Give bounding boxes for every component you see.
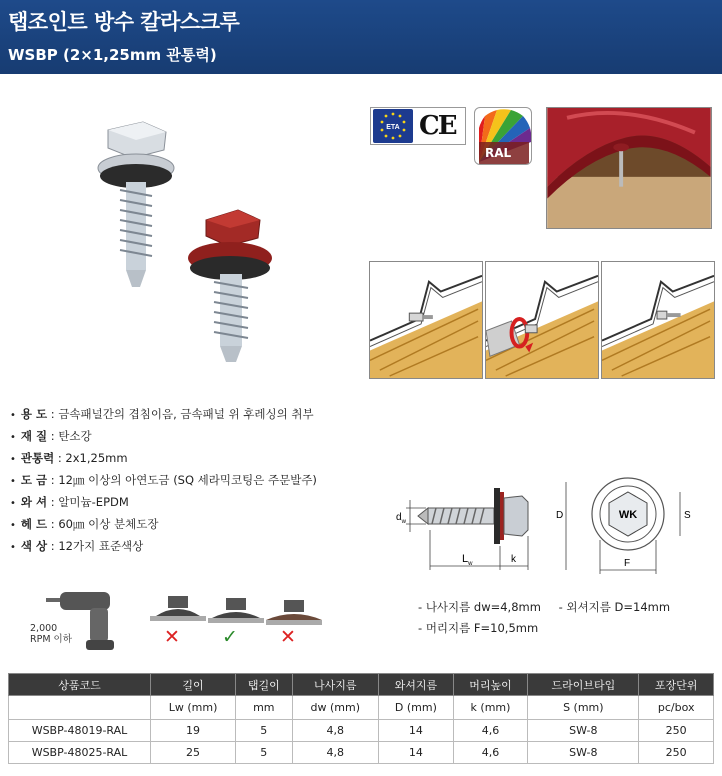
dim-label-lw: $L_w$: [462, 553, 473, 567]
col-header-packing: 포장단위: [639, 674, 714, 696]
head-marking: WK: [618, 509, 638, 521]
product-spec-table: [8, 673, 714, 764]
table-cell: WSBP-48019-RAL: [9, 720, 151, 742]
ral-label: RAL: [485, 146, 512, 160]
head-diameter-note: 머리지름 F=10,5mm: [425, 621, 539, 635]
spec-item-head: • 헤 드 : 60㎛ 이상 분체도장: [10, 513, 317, 535]
table-cell: 25: [151, 742, 236, 764]
rpm-note: [30, 623, 72, 645]
col-header-drive-type: 드라이브타입: [528, 674, 639, 696]
col-header-tap-length: 탭길이: [236, 674, 292, 696]
table-cell: 5: [236, 742, 292, 764]
table-cell: D (mm): [379, 696, 454, 720]
table-units-row: [9, 696, 714, 720]
table-cell: mm: [236, 696, 292, 720]
table-cell: 4,8: [292, 720, 379, 742]
dimension-note-row-2: - 머리지름 F=10,5mm: [418, 621, 539, 635]
eu-eta-flag-icon: [373, 109, 413, 143]
ral-color-badge: [474, 107, 532, 165]
install-step-3-diagram: [601, 261, 715, 379]
dimension-drawing: [390, 474, 710, 582]
correct-mark-icon: ✓: [222, 626, 238, 648]
spec-item-material: • 재 질 : 탄소강: [10, 425, 317, 447]
table-cell: 4,8: [292, 742, 379, 764]
silver-screw-image: [98, 122, 174, 287]
table-cell: S (mm): [528, 696, 639, 720]
ce-mark-icon: CE: [419, 111, 456, 141]
over-tightened-mark-icon: ✕: [280, 626, 296, 648]
rpm-value: 2,000: [30, 623, 58, 634]
certification-badge: [370, 107, 466, 145]
table-cell: 4,6: [453, 720, 528, 742]
table-cell: 250: [639, 720, 714, 742]
screw-front-view: [556, 478, 691, 574]
col-header-washer-dia: 와셔지름: [379, 674, 454, 696]
table-cell: 250: [639, 742, 714, 764]
eta-label: ETA: [386, 124, 400, 131]
rpm-label: RPM 이하: [30, 634, 72, 645]
spec-item-penetration: • 관통력 : 2x1,25mm: [10, 447, 317, 469]
screw-diameter-note: 나사지름 dw=4,8mm: [425, 600, 541, 614]
col-header-screw-dia: 나사지름: [292, 674, 379, 696]
install-step-1-diagram: [369, 261, 483, 379]
install-step-2-diagram: [485, 261, 599, 379]
roof-installation-photo: [546, 107, 712, 229]
table-cell: 14: [379, 742, 454, 764]
page-header: [0, 0, 722, 74]
dimension-note-row-1: - 나사지름 dw=4,8mm - 외셔지름 D=14mm: [418, 600, 671, 614]
table-cell: dw (mm): [292, 696, 379, 720]
spec-item-usage: • 용 도 : 금속패널간의 겹침이음, 금속패널 위 후레싱의 취부: [10, 403, 317, 425]
screw-product-photo: [88, 112, 358, 382]
table-cell: [9, 696, 151, 720]
page-title: 탭조인트 방수 칼라스크루: [8, 10, 240, 34]
table-cell: 19: [151, 720, 236, 742]
table-cell: 5: [236, 720, 292, 742]
table-row: [9, 742, 714, 764]
spec-item-washer: • 와 셔 : 알미늄-EPDM: [10, 491, 317, 513]
table-cell: WSBP-48025-RAL: [9, 742, 151, 764]
screw-side-view: [418, 488, 528, 544]
table-cell: SW-8: [528, 720, 639, 742]
spec-item-plating: • 도 금 : 12㎛ 이상의 아연도금 (SQ 세라믹코팅은 주문발주): [10, 469, 317, 491]
col-header-head-height: 머리높이: [453, 674, 528, 696]
table-cell: SW-8: [528, 742, 639, 764]
washer-diameter-note: 외셔지름 D=14mm: [566, 600, 671, 614]
dim-label-S: S: [684, 510, 691, 521]
dim-label-D: D: [556, 510, 564, 521]
dim-label-dw: $d_w$: [396, 512, 406, 525]
col-header-length: 길이: [151, 674, 236, 696]
table-header-row: [9, 674, 714, 696]
dimension-notes: [418, 597, 670, 639]
table-cell: pc/box: [639, 696, 714, 720]
page-subtitle: WSBP (2×1,25mm 관통력): [8, 46, 217, 64]
table-row: [9, 720, 714, 742]
red-screw-image: [188, 210, 272, 362]
spec-item-color: • 색 상 : 12가지 표준색상: [10, 535, 317, 557]
table-cell: 4,6: [453, 742, 528, 764]
col-header-code: 상품코드: [9, 674, 151, 696]
under-tightened-mark-icon: ✕: [164, 626, 180, 648]
table-cell: Lw (mm): [151, 696, 236, 720]
table-cell: k (mm): [453, 696, 528, 720]
table-cell: 14: [379, 720, 454, 742]
dim-label-k: k: [511, 554, 516, 565]
spec-list: [10, 403, 317, 557]
dim-label-F: F: [624, 558, 631, 569]
